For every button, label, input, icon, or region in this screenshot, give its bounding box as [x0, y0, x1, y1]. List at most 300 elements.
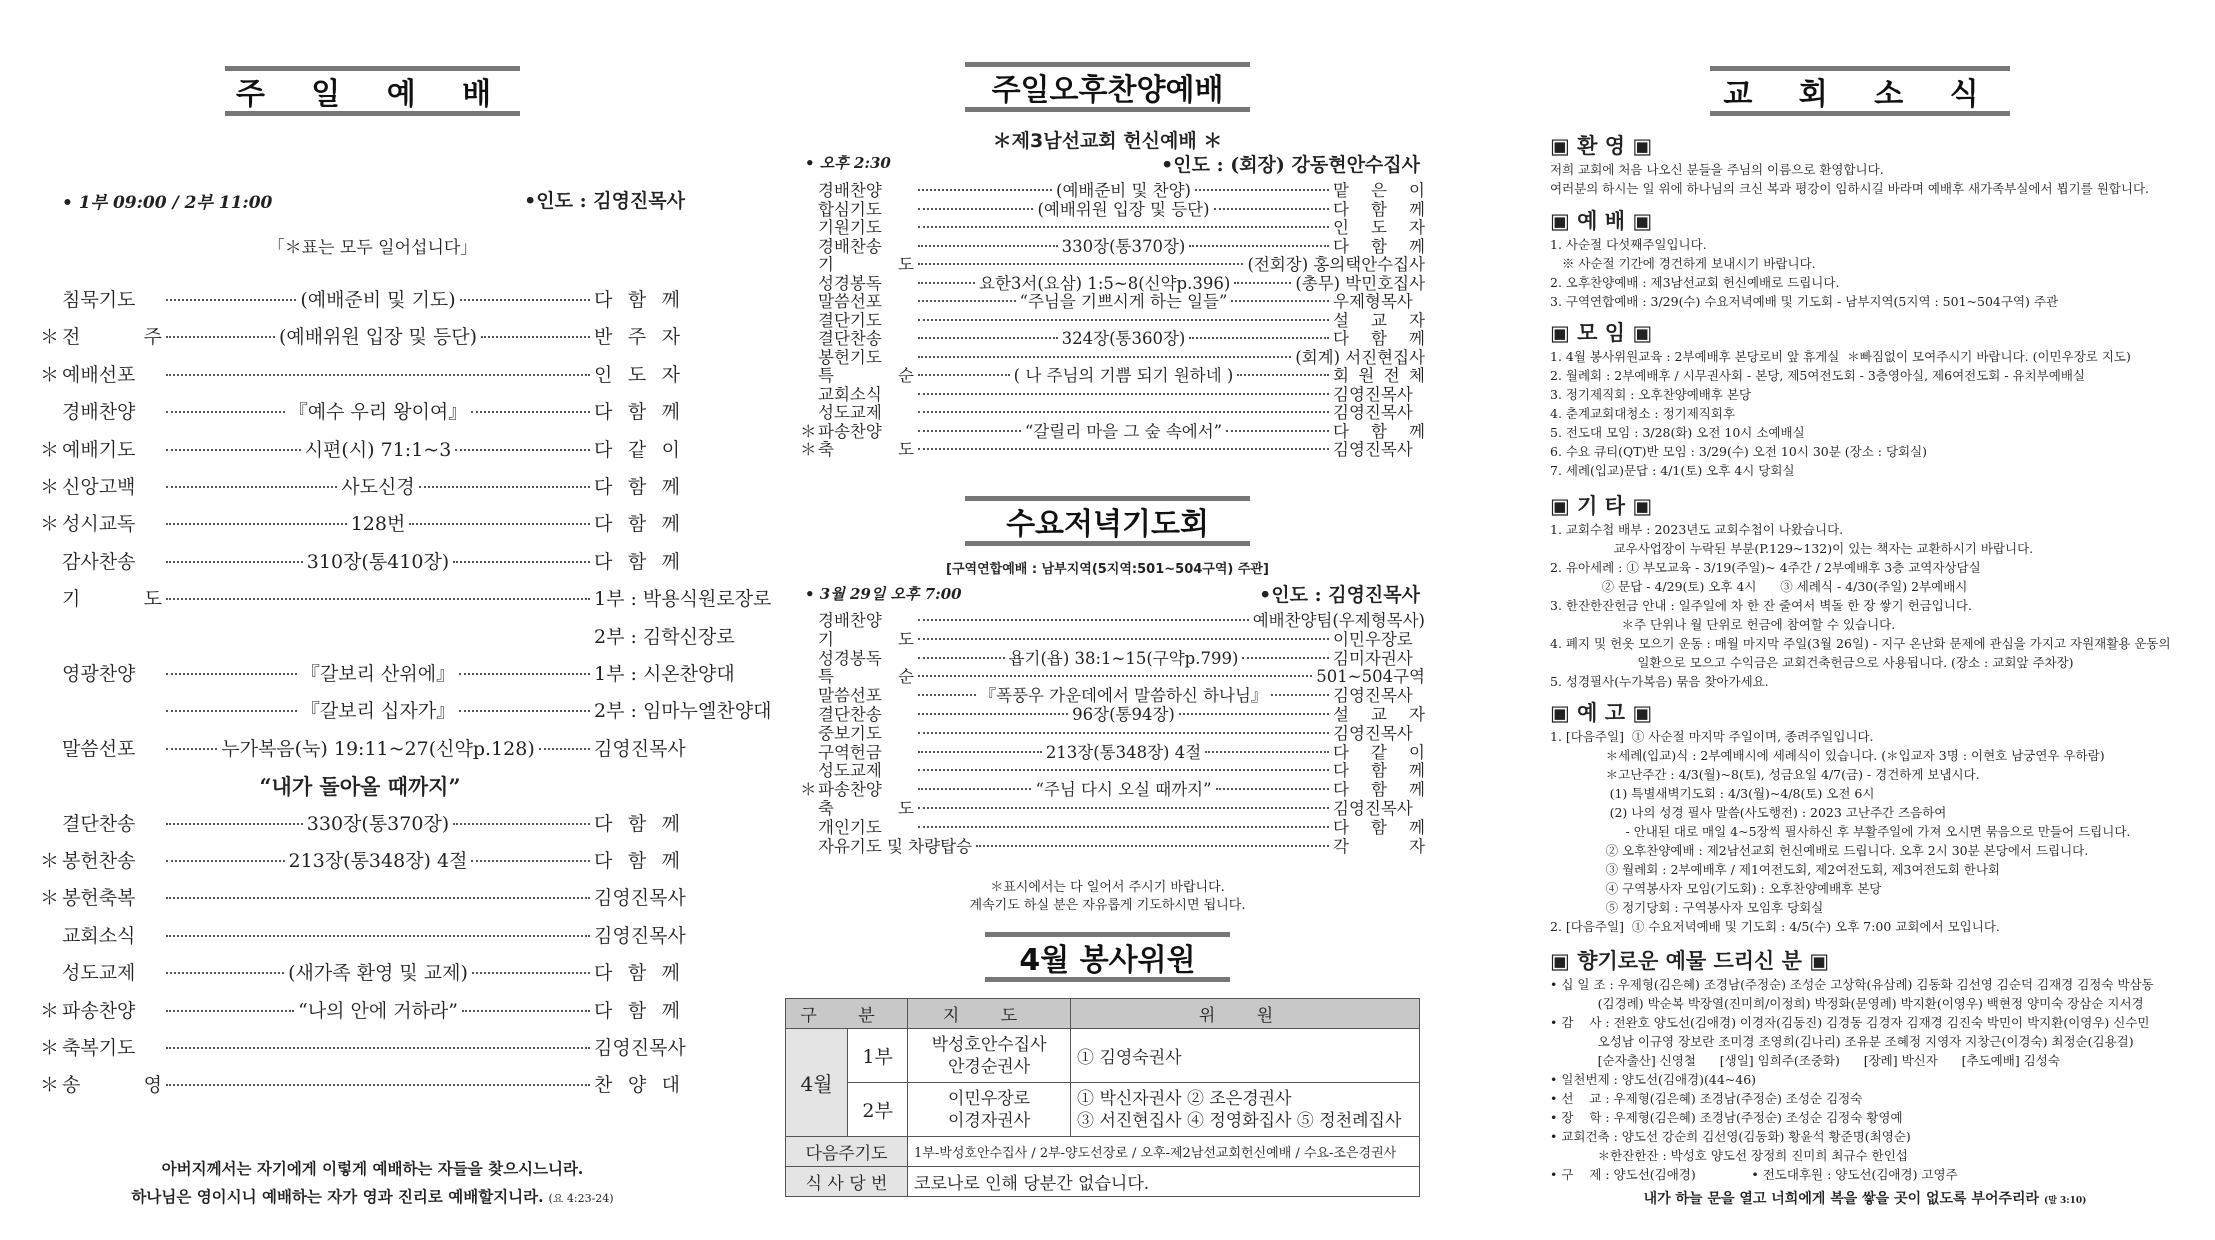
wednesday-sub: [구역연합예배 : 남부지역(5지역:501~504구역) 주관]: [946, 562, 1269, 577]
sunday-leader-dots: [472, 972, 590, 974]
sunday-presenter: 다 함 께: [594, 289, 681, 311]
sunday-label: 기 도: [62, 588, 162, 611]
afternoon-label: 경배찬송: [818, 236, 882, 256]
news-footer-ref: (말 3:10): [2043, 1196, 2087, 1206]
afternoon-leader-dots: [918, 356, 1291, 358]
wednesday-row: [800, 776, 1425, 800]
wednesday-leader-dots: [918, 769, 1329, 771]
afternoon-leader-dots: [918, 337, 1058, 339]
news-line-etc: 일환으로 모으고 수익금은 교회건축헌금으로 사용됩니다. (장소 : 교회앞 주차장): [1550, 655, 2074, 670]
afternoon-content: 330장(통370장): [1061, 236, 1186, 256]
news-line-notice: ＊고난주간 : 4/3(월)~8(토), 성금요일 4/7(금) - 경건하게 보냅시다.: [1550, 767, 1980, 782]
sunday-row: [40, 1070, 680, 1097]
afternoon-row: [800, 399, 1425, 422]
part1-cell: 1부: [848, 1029, 908, 1083]
afternoon-label: 합심기도: [818, 199, 882, 219]
part1-guide-1: 박성호안수집사: [931, 1034, 1047, 1055]
sunday-content: 누가복음(눅) 19:11~27(신약p.128): [221, 737, 535, 760]
wednesday-content: “주님 다시 오실 때까지”: [1035, 780, 1212, 800]
header-members: 위 원: [1071, 999, 1420, 1029]
sunday-leader-dots: [409, 523, 590, 525]
section-heading-etc: ▣ 기 타 ▣: [1550, 494, 1653, 518]
sunday-row: [40, 996, 680, 1023]
sunday-leader-dots: [166, 972, 284, 974]
afternoon-content: “주님을 기쁘시게 하는 일들”: [1019, 292, 1228, 311]
afternoon-row: [800, 325, 1425, 348]
sunday-presenter: 다 함 께: [594, 513, 680, 536]
wednesday-label: 경배찬양: [818, 611, 882, 630]
wednesday-presenter: 501~504구역: [1316, 667, 1425, 687]
sermon-title: “내가 돌아올 때까지”: [259, 774, 461, 800]
news-line-offering: 오성남 이규영 장보란 조미경 조영희(김나리) 조유분 조혜정 지영자 지창근(이경숙) 최정순(김용걸): [1550, 1034, 2134, 1049]
afternoon-leader-dots: [918, 226, 1329, 228]
afternoon-content: “갈릴리 마을 그 숲 속에서”: [1024, 421, 1223, 441]
afternoon-presenter: (총무) 박민호집사: [1295, 273, 1426, 293]
sunday-leader-dots: [166, 1010, 294, 1012]
sunday-row: [40, 771, 680, 801]
sunday-leader-dots: [166, 673, 297, 675]
sunday-content: 『예수 우리 왕이여』: [288, 401, 468, 424]
news-line-meeting: 7. 세례(입교)문답 : 4/1(토) 오후 4시 당회실: [1550, 463, 1795, 478]
part1-guide: [908, 1029, 1071, 1083]
wednesday-label: 말씀선포: [818, 686, 882, 706]
sunday-presenter: 인 도 자: [594, 363, 680, 386]
wednesday-time: • 3월 29일 오후 7:00: [805, 585, 962, 603]
afternoon-title: 주일오후찬양예배: [965, 62, 1250, 112]
sunday-time: • 1부 09:00 / 2부 11:00: [62, 193, 273, 213]
section-heading-offering: ▣ 향기로운 예물 드리신 분 ▣: [1550, 949, 1830, 973]
wednesday-label: 성도교제: [818, 761, 882, 781]
sunday-content: 128번: [350, 513, 406, 536]
wednesday-label: 자유기도 및 차량탑승: [818, 836, 972, 856]
sunday-leader-dots: [166, 710, 297, 712]
afternoon-presenter: 다 함 께: [1333, 199, 1425, 219]
afternoon-presenter: 김영진목사: [1333, 384, 1413, 404]
wednesday-presenter: 다 함 께: [1333, 761, 1425, 781]
sunday-row: [40, 659, 735, 686]
news-line-offering: ＊한잔한잔 : 박성호 양도선 장정희 진미희 최규수 한인섭: [1550, 1148, 1908, 1163]
section-heading-welcome: ▣ 환 영 ▣: [1550, 134, 1653, 158]
news-line-offering: • 일천번제 : 양도선(김애경)(44~46): [1550, 1072, 1757, 1087]
afternoon-presenter: (전회장) 홍의택안수집사: [1247, 255, 1425, 274]
sunday-content: 시편(시) 71:1~3: [304, 438, 452, 461]
sunday-presenter: 2부 : 임마누엘찬양대: [594, 700, 772, 723]
wednesday-leader-dots: [1271, 694, 1329, 696]
sunday-star: ＊: [40, 887, 60, 910]
standing-note: 「＊표는 모두 일어섭니다」: [267, 238, 478, 258]
section-heading-meeting: ▣ 모 임 ▣: [1550, 321, 1653, 345]
afternoon-leader-dots: [918, 189, 1052, 191]
sunday-presenter: 다 함 께: [594, 850, 680, 872]
afternoon-presenter: 김영진목사: [1333, 403, 1413, 422]
wednesday-note-1: ＊표시에서는 다 일어서 주시기 바랍니다.: [990, 880, 1225, 895]
afternoon-row: [800, 177, 1425, 200]
wednesday-label: 특 순: [818, 667, 914, 687]
afternoon-presenter: 우제형목사: [1333, 292, 1413, 311]
news-line-etc: ② 문답 - 4/29(토) 오후 4시 ③ 세례식 - 4/30(주일) 2부예배시: [1550, 579, 1968, 594]
sunday-leader-dots: [539, 748, 590, 750]
afternoon-presenter: (회계) 서진현집사: [1295, 347, 1425, 367]
wednesday-leader-dots: [918, 807, 1329, 809]
sunday-leader-dots: [481, 336, 590, 338]
news-line-etc: 4. 폐지 및 헌옷 모으기 운동 : 매월 마지막 주일(3월 26일) - 지구 온난화 문제에 관심을 가지고 자원재활용 운동의: [1550, 636, 2171, 651]
sunday-leader-dots: [166, 1084, 590, 1086]
wednesday-presenter: 김미자권사: [1333, 648, 1413, 668]
afternoon-leader: •인도 : (회장) 강동현안수집사: [1161, 154, 1420, 176]
verse-line-2: [40, 1185, 705, 1207]
news-line-welcome: 여러분의 하시는 일 위에 하나님의 크신 복과 평강이 임하시길 바라며 예배후 새가족부실에서 뵙기를 원합니다.: [1550, 181, 2150, 196]
sunday-leader: •인도 : 김영진목사: [524, 190, 685, 212]
news-line-notice: ③ 월례회 : 2부예배후 / 제1여전도회, 제2여전도회, 제3여전도회 한나회: [1550, 862, 2000, 877]
afternoon-label: 기원기도: [818, 218, 882, 237]
afternoon-content: 324장(통360장): [1061, 329, 1186, 348]
afternoon-label: 경배찬양: [818, 181, 882, 200]
sunday-row: [40, 846, 680, 873]
news-line-offering: • 십 일 조 : 우제형(김은혜) 조경남(주정순) 조성순 고상학(유삼례) 김동화 김선영 김순덕 김재경 김정숙 박삼동: [1550, 977, 2154, 992]
afternoon-leader-dots: [918, 448, 1329, 450]
news-line-meeting: 1. 4월 봉사위원교육 : 2부예배후 본당로비 앞 휴게실 ＊빠짐없이 모여주시기 바랍니다. (이민우장로 지도): [1550, 349, 2131, 364]
part2-members: [1071, 1083, 1420, 1137]
afternoon-presenter: 인 도 자: [1333, 218, 1425, 237]
sunday-row: [40, 883, 686, 910]
sunday-label: 파송찬양: [62, 999, 136, 1022]
wednesday-row: [800, 645, 1425, 668]
wednesday-label: 기 도: [818, 629, 914, 649]
wednesday-presenter: 다 같 이: [1333, 742, 1425, 762]
news-line-etc: 1. 교회수첩 배부 : 2023년도 교회수첩이 나왔습니다.: [1550, 522, 1844, 537]
sunday-label: 성도교제: [62, 962, 136, 985]
wednesday-row: [800, 757, 1425, 781]
wednesday-presenter: 다 함 께: [1333, 817, 1425, 837]
news-line-meeting: 6. 수요 큐티(QT)반 모임 : 3/29(수) 오전 10시 30분 (장소 : 당회실): [1550, 444, 1928, 459]
sunday-row: [40, 1033, 686, 1060]
wednesday-leader: •인도 : 김영진목사: [1259, 584, 1420, 606]
part2-guide: [908, 1083, 1071, 1137]
news-line-offering: • 교회건축 : 양도선 강순희 김선영(김동화) 황윤석 황준명(최영순): [1550, 1129, 1911, 1144]
afternoon-leader-dots: [918, 411, 1329, 413]
wednesday-leader-dots: [918, 751, 1042, 753]
afternoon-leader-dots: [918, 319, 1329, 321]
sunday-presenter: 1부 : 박용식원로장로: [594, 588, 772, 611]
church-news-column: [1545, 0, 2185, 1240]
part2-guide-1: 이민우장로: [947, 1088, 1031, 1109]
afternoon-row: [800, 362, 1425, 385]
sunday-leader-dots: [166, 411, 285, 413]
sunday-label: 예배기도: [62, 438, 136, 461]
news-line-etc: ＊주 단위나 월 단위로 헌금에 참여할 수 있습니다.: [1550, 617, 1896, 632]
sunday-content: 213장(통348장) 4절: [288, 850, 468, 872]
sunday-star: ＊: [40, 1037, 60, 1059]
afternoon-presenter: 회 원 전 체: [1333, 366, 1425, 385]
sunday-leader-dots: [166, 935, 590, 937]
sunday-row: [40, 285, 680, 312]
afternoon-label: 말씀선포: [818, 292, 882, 311]
news-line-etc: 2. 유아세례 : ① 부모교육 - 3/19(주일)~ 4주간 / 2부예배후 3층 교역자상담실: [1550, 560, 1981, 575]
sunday-label: 성시교독: [62, 513, 136, 536]
afternoon-row: [800, 418, 1425, 441]
sunday-leader-dots: [166, 374, 590, 376]
news-line-worship: 3. 구역연합예배 : 3/29(수) 수요저녁예배 및 기도회 - 남부지역(5지역 : 501~504구역) 주관: [1550, 294, 2059, 309]
afternoon-leader-dots: [1189, 337, 1329, 339]
sunday-star: ＊: [40, 513, 60, 536]
news-line-worship: 2. 오후찬양예배 : 제3남선교회 헌신예배로 드립니다.: [1550, 275, 1840, 290]
afternoon-presenter: 김영진목사: [1333, 440, 1413, 459]
wednesday-leader-dots: [918, 732, 1329, 734]
news-footer-text: 내가 하늘 문을 열고 너희에게 복을 쌓을 곳이 없도록 부어주리라: [1643, 1191, 2040, 1207]
sunday-presenter: 다 함 께: [594, 999, 681, 1022]
wednesday-leader-dots: [1205, 751, 1329, 753]
wednesday-row: [800, 814, 1425, 837]
wednesday-presenter: 각 자: [1333, 836, 1425, 856]
afternoon-leader-dots: [918, 245, 1058, 247]
news-line-offering: • 선 교 : 우제형(김은혜) 조경남(주정순) 조성순 김정숙: [1550, 1091, 1863, 1106]
afternoon-leader-dots: [918, 393, 1329, 395]
sunday-label: 송 영: [62, 1074, 162, 1097]
news-line-meeting: 4. 춘계교회대청소 : 정기제직회후: [1550, 406, 1736, 421]
part2-guide-2: 이경자권사: [947, 1110, 1031, 1131]
afternoon-presenter: 다 함 께: [1333, 421, 1425, 441]
afternoon-row: [800, 344, 1425, 367]
volunteers-table: [785, 998, 1420, 1197]
wednesday-leader-dots: [918, 638, 1329, 640]
meal-label: 식 사 당 번: [786, 1167, 908, 1197]
afternoon-label: 파송찬양: [818, 421, 882, 441]
section-heading-worship: ▣ 예 배 ▣: [1550, 209, 1653, 233]
sunday-content: (예배준비 및 기도): [300, 289, 456, 311]
afternoon-row: [800, 288, 1425, 311]
afternoon-presenter: 다 함 께: [1333, 236, 1425, 256]
sunday-presenter: 다 함 께: [594, 812, 681, 835]
sunday-row: [40, 322, 680, 349]
news-line-offering: • 장 학 : 우제형(김은혜) 조경남(주정순) 조성순 김정숙 황영예: [1550, 1110, 1903, 1125]
news-line-notice: 1. [다음주일] ① 사순절 마지막 주일이며, 종려주일입니다.: [1550, 729, 1874, 744]
sunday-content: 사도신경: [341, 476, 415, 498]
sunday-row: [40, 397, 680, 424]
sunday-presenter: 찬 양 대: [594, 1074, 680, 1097]
sunday-leader-dots: [166, 897, 590, 899]
afternoon-subtitle: ＊제3남선교회 헌신예배 ＊: [992, 130, 1223, 152]
sunday-label: 영광찬양: [62, 663, 136, 685]
sunday-leader-dots: [166, 1047, 590, 1049]
news-line-notice: ④ 구역봉사자 모임(기도회) : 오후찬양예배후 본당: [1550, 881, 1882, 896]
sunday-presenter: 다 함 께: [594, 962, 680, 985]
wednesday-presenter: 이민우장로: [1333, 629, 1413, 649]
sunday-title: 주 일 예 배: [225, 66, 520, 116]
afternoon-leader-dots: [918, 208, 1033, 210]
sunday-leader-dots: [166, 523, 347, 525]
news-line-offering: • 감 사 : 전완호 양도선(김애경) 이경자(김동진) 김경동 김경자 김재경 김진숙 박민이 박지환(이영우) 신수민: [1550, 1015, 2150, 1030]
wednesday-presenter: 설 교 자: [1333, 705, 1425, 724]
wednesday-row: [800, 701, 1425, 724]
sunday-star: ＊: [40, 1074, 60, 1097]
afternoon-row: [800, 270, 1426, 293]
sunday-leader-dots: [460, 299, 590, 301]
wednesday-label: 성경봉독: [818, 648, 882, 668]
wednesday-presenter: 예배찬양팀(우제형목사): [1252, 611, 1425, 630]
afternoon-leader-dots: [1231, 300, 1329, 302]
part2-cell: 2부: [848, 1083, 908, 1137]
wednesday-label: 축 도: [818, 799, 914, 818]
sunday-row: [40, 472, 680, 499]
sunday-presenter: 김영진목사: [594, 737, 686, 760]
wednesday-row: [800, 739, 1425, 762]
wednesday-label: 구역헌금: [818, 742, 882, 762]
afternoon-row: [800, 214, 1425, 237]
sunday-content: (예배위원 입장 및 등단): [278, 326, 478, 349]
wednesday-row: [800, 682, 1425, 706]
sunday-presenter: 2부 : 김학신장로: [594, 625, 735, 648]
wednesday-leader-dots: [918, 657, 1005, 659]
afternoon-row: [800, 307, 1425, 330]
sunday-leader-dots: [471, 860, 590, 862]
sunday-row: [40, 809, 680, 836]
afternoon-leader-dots: [1237, 374, 1329, 376]
afternoon-label: 결단찬송: [818, 329, 882, 348]
afternoon-leader-dots: [1195, 189, 1329, 191]
afternoon-star: ＊: [800, 440, 817, 459]
sunday-content: (새가족 환영 및 교제): [288, 962, 468, 985]
wednesday-leader-dots: [918, 826, 1329, 828]
sunday-label: 말씀선포: [62, 737, 136, 760]
sunday-star: ＊: [40, 999, 60, 1022]
sunday-leader-dots: [166, 860, 285, 862]
sunday-leader-dots: [455, 449, 590, 451]
next-prayer-value: 1부-박성호안수집사 / 2부-양도선장로 / 오후-제2남선교회헌신예배 / 수요-조은경권사: [908, 1137, 1420, 1167]
news-line-notice: (1) 특별새벽기도회 : 4/3(월)~4/8(토) 오전 6시: [1550, 786, 1875, 801]
wednesday-label: 개인기도: [818, 817, 882, 837]
afternoon-label: 봉헌기도: [818, 347, 882, 367]
sunday-leader-dots: [419, 486, 590, 488]
sunday-row: [40, 584, 772, 611]
afternoon-label: 축 도: [818, 440, 914, 459]
news-line-meeting: 5. 전도대 모임 : 3/28(화) 오전 10시 소예배실: [1550, 425, 1805, 440]
sunday-star: ＊: [40, 476, 60, 498]
sunday-label: 전 주: [62, 326, 162, 349]
section-heading-notice: ▣ 예 고 ▣: [1550, 701, 1653, 725]
afternoon-leader-dots: [1226, 430, 1329, 432]
wednesday-leader-dots: [1242, 657, 1329, 659]
news-line-offering: [순자출산] 신영철 [생일] 임희주(조중화) [장례] 박신자 [추도예배] 김성숙: [1550, 1053, 2060, 1068]
sunday-leader-dots: [166, 823, 303, 825]
afternoon-leader-dots: [918, 430, 1021, 432]
wednesday-star: ＊: [800, 780, 817, 800]
sunday-leader-dots: [459, 710, 590, 712]
sunday-content: 『갈보리 산위에』: [300, 663, 456, 685]
news-line-welcome: 저희 교회에 처음 나오신 분들을 주님의 이름으로 환영합니다.: [1550, 162, 1884, 177]
afternoon-label: 특 순: [818, 366, 914, 385]
wednesday-label: 결단찬송: [818, 705, 882, 724]
sunday-star: ＊: [40, 363, 60, 386]
header-guide: 지 도: [908, 999, 1071, 1029]
sunday-leader-dots: [471, 411, 590, 413]
wednesday-presenter: 김영진목사: [1333, 723, 1413, 743]
afternoon-leader-dots: [918, 374, 1010, 376]
sunday-leader-dots: [462, 1010, 590, 1012]
news-line-notice: ② 오후찬양예배 : 제2남선교회 헌신예배로 드립니다. 오후 2시 30분 본당에서 드립니다.: [1550, 843, 2089, 858]
sunday-row: [40, 622, 735, 649]
news-line-notice: 2. [다음주일] ① 수요저녁예배 및 기도회 : 4/5(수) 오후 7:00 교회에서 모입니다.: [1550, 919, 2000, 934]
sunday-presenter: 다 함 께: [594, 401, 680, 424]
volunteers-title: 4월 봉사위원: [985, 932, 1230, 982]
sunday-presenter: 김영진목사: [594, 887, 686, 910]
afternoon-leader-dots: [918, 282, 975, 284]
news-line-worship: 1. 사순절 다섯째주일입니다.: [1550, 237, 1707, 252]
sunday-leader-dots: [166, 449, 301, 451]
news-title: 교 회 소 식: [1710, 66, 2010, 116]
wednesday-leader-dots: [918, 619, 1249, 621]
sunday-row: [40, 360, 680, 387]
sunday-label: 침묵기도: [62, 289, 136, 311]
wednesday-leader-dots: [918, 713, 1068, 715]
part1-guide-2: 안경순권사: [947, 1056, 1031, 1077]
sunday-presenter: 김영진목사: [594, 924, 686, 947]
wednesday-row: [800, 720, 1425, 743]
afternoon-row: [800, 233, 1425, 256]
wednesday-row: [800, 833, 1425, 856]
sunday-label: 결단찬송: [62, 812, 136, 835]
month-cell: 4월: [786, 1029, 848, 1137]
afternoon-leader-dots: [918, 300, 1016, 302]
news-line-notice: - 안내된 대로 매일 4~5장씩 필사하신 후 부활주일에 가져 오시면 묶음으로 만들어 드립니다.: [1550, 824, 2131, 839]
wednesday-presenter: 김영진목사: [1333, 799, 1413, 818]
wednesday-content: 욥기(욥) 38:1~15(구약p.799): [1008, 648, 1239, 668]
afternoon-presenter: 다 함 께: [1333, 329, 1425, 348]
wednesday-leader-dots: [918, 675, 1312, 677]
sunday-content: 310장(통410장): [306, 550, 450, 573]
afternoon-content: 요한3서(요삼) 1:5~8(신약p.396): [979, 273, 1231, 293]
sunday-leader-dots: [166, 336, 275, 338]
wednesday-content: 96장(통94장): [1072, 705, 1175, 724]
sunday-content: “나의 안에 거하라”: [298, 999, 458, 1022]
part2-members-1: ① 박신자권사 ② 조은경권사: [1077, 1088, 1292, 1109]
afternoon-label: 교회소식: [818, 384, 882, 404]
part2-members-2: ③ 서진현집사 ④ 정영화집사 ⑤ 정천례집사: [1077, 1110, 1402, 1131]
wednesday-presenter: 다 함 께: [1333, 780, 1425, 800]
sunday-presenter: 반 주 자: [594, 326, 681, 349]
wednesday-label: 중보기도: [818, 723, 882, 743]
wednesday-row: [800, 607, 1425, 630]
next-prayer-label: 다음주기도: [786, 1137, 908, 1167]
afternoon-content: ( 나 주님의 기쁨 되기 원하네 ): [1013, 366, 1234, 385]
sunday-row: [40, 509, 680, 536]
afternoon-label: 성도교제: [818, 403, 882, 422]
afternoon-content: (예배위원 입장 및 등단): [1037, 199, 1210, 219]
sunday-row: [40, 921, 686, 948]
wednesday-row: [800, 663, 1425, 687]
part1-members: ① 김영숙권사: [1071, 1029, 1420, 1083]
wednesday-content: 『폭풍우 가운데에서 말씀하신 하나님』: [979, 686, 1268, 706]
header-division: 구 분: [786, 999, 908, 1029]
sunday-star: ＊: [40, 850, 60, 872]
sunday-leader-dots: [166, 561, 303, 563]
news-line-etc: 3. 한잔한잔헌금 안내 : 일주일에 차 한 잔 줄여서 벽돌 한 장 쌓기 헌금입니다.: [1550, 598, 1972, 613]
wednesday-row: [800, 626, 1425, 649]
news-line-offering: (김경례) 박순복 박장열(진미희/이정희) 박정화(문영례) 박지환(이영우) 백현정 양미숙 장삼순 지서경: [1550, 996, 2144, 1011]
sunday-content: 『갈보리 십자가』: [300, 700, 456, 723]
afternoon-label: 기 도: [818, 255, 914, 274]
wednesday-title: 수요저녁기도회: [965, 496, 1250, 546]
sunday-star: ＊: [40, 326, 60, 349]
sunday-label: 경배찬양: [62, 401, 136, 424]
sunday-worship-column: [40, 0, 772, 1240]
news-line-etc: 5. 성경필사(누가복음) 묶음 찾아가세요.: [1550, 674, 1769, 689]
sunday-leader-dots: [166, 598, 590, 600]
wednesday-label: 파송찬양: [818, 780, 882, 800]
news-line-notice: ＊세례(입교)식 : 2부예배시에 세례식이 있습니다. (＊입교자 3명 : 이현호 남궁연우 우하람): [1550, 748, 2105, 763]
news-footer: [1545, 1188, 2185, 1208]
news-line-offering: • 구 제 : 양도선(김애경) • 전도대후원 : 양도선(김애경) 고영주: [1550, 1167, 1958, 1182]
sunday-row: [40, 734, 686, 761]
